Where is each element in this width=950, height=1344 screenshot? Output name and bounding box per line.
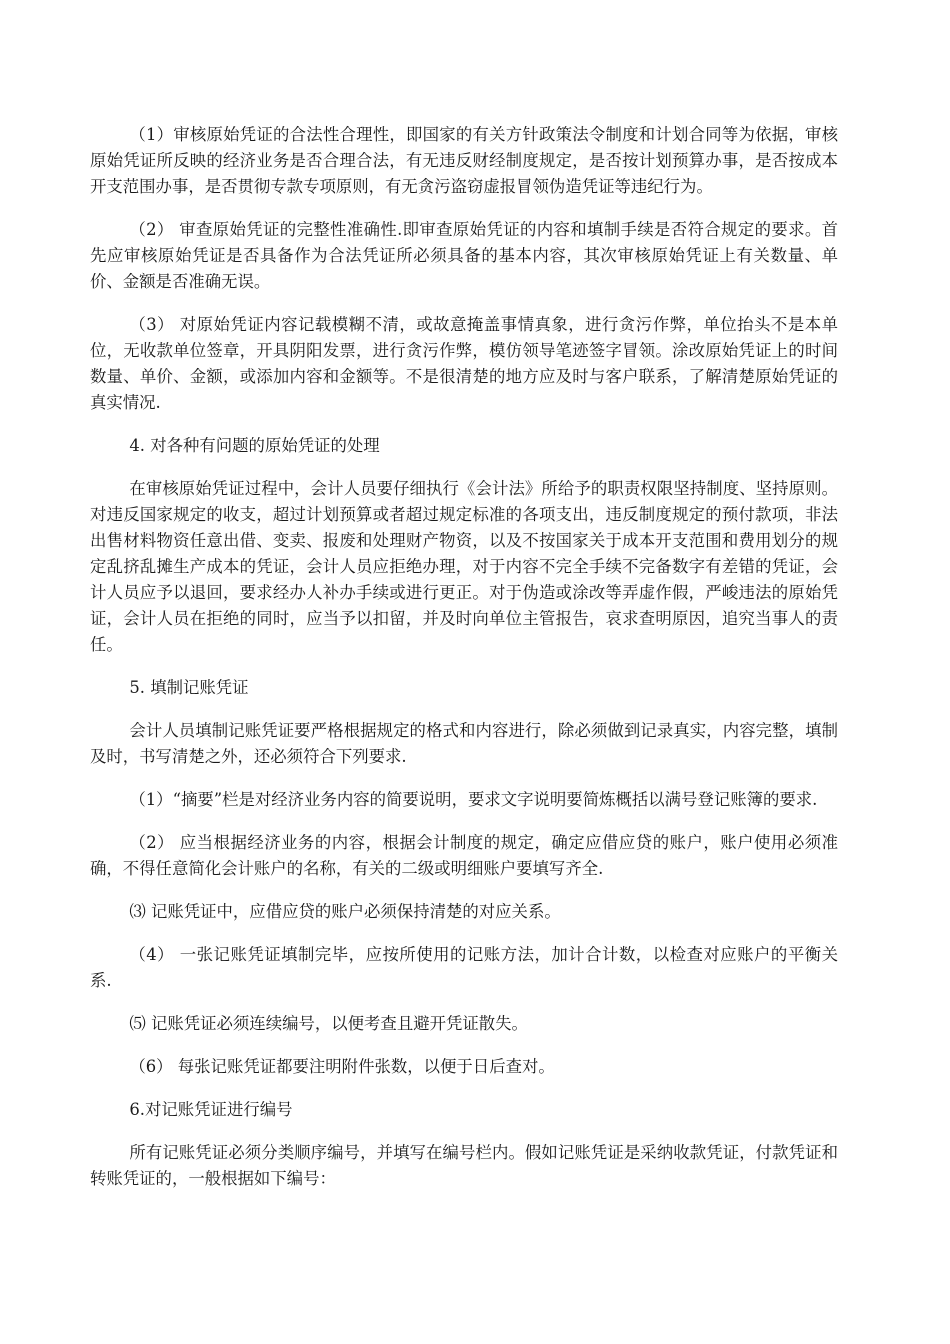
paragraph-review-completeness: （2） 审查原始凭证的完整性准确性.即审查原始凭证的内容和填制手续是否符合规定的要求。首先应审核原始凭证是否具备作为合法凭证所必须具备的基本内容，其次审核原始凭证上有关数量、单价、金额是否准确无误。	[90, 220, 838, 291]
paragraph-requirement-3: ⑶ 记账凭证中，应借应贷的账户必须保持清楚的对应关系。	[129, 902, 561, 921]
section-heading-6: 6.对记账凭证进行编号	[129, 1100, 293, 1119]
document-body	[90, 122, 838, 1209]
paragraph-requirement-2: （2） 应当根据经济业务的内容，根据会计制度的规定，确定应借应贷的账户，账户使用必须准确，不得任意简化会计账户的名称，有关的二级或明细账户要填写齐全.	[90, 833, 838, 878]
paragraph-review-legality: （1）审核原始凭证的合法性合理性，即国家的有关方针政策法令制度和计划合同等为依据，审核原始凭证所反映的经济业务是否合理合法，有无违反财经制度规定，是否按计划预算办事，是否按成本开支范围办事，是否贯彻专款专项原则，有无贪污盗窃虚报冒领伪造凭证等违纪行为。	[90, 125, 838, 196]
paragraph-requirement-4: （4） 一张记账凭证填制完毕，应按所使用的记账方法，加计合计数，以检查对应账户的平衡关系.	[90, 945, 838, 990]
paragraph-requirement-1: （1）“摘要”栏是对经济业务内容的简要说明，要求文字说明要简炼概括以满号登记账簿的要求.	[129, 790, 818, 809]
paragraph-requirement-6: （6） 每张记账凭证都要注明附件张数，以便于日后查对。	[129, 1057, 555, 1076]
paragraph-numbering: 所有记账凭证必须分类顺序编号，并填写在编号栏内。假如记账凭证是采纳收款凭证，付款凭证和转账凭证的，一般根据如下编号：	[90, 1143, 838, 1188]
paragraph-requirement-5: ⑸ 记账凭证必须连续编号，以便考查且避开凭证散失。	[129, 1014, 528, 1033]
paragraph-review-unclear-content: （3） 对原始凭证内容记载模糊不清，或故意掩盖事情真象，进行贪污作弊，单位抬头不是本单位，无收款单位签章，开具阴阳发票，进行贪污作弊，模仿领导笔迹签字冒领。涂改原始凭证上的时间数量、单价、金额，或添加内容和金额等。不是很清楚的地方应及时与客户联系，了解清楚原始凭证的真实情况.	[90, 315, 838, 412]
paragraph-fill-voucher-intro: 会计人员填制记账凭证要严格根据规定的格式和内容进行，除必须做到记录真实，内容完整，填制及时，书写清楚之外，还必须符合下列要求.	[90, 721, 838, 766]
section-heading-5: 5. 填制记账凭证	[129, 678, 249, 697]
paragraph-handling-problems: 在审核原始凭证过程中，会计人员要仔细执行《会计法》所给予的职责权限坚持制度、坚持原则。对违反国家规定的收支，超过计划预算或者超过规定标准的各项支出，违反制度规定的预付款项，非法出售材料物资任意出借、变卖、报废和处理财产物资，以及不按国家关于成本开支范围和费用划分的规定乱挤乱摊生产成本的凭证，会计人员应拒绝办理，对于内容不完全手续不完备数字有差错的凭证，会计人员应予以退回，要求经办人补办手续或进行更正。对于伪造或涂改等弄虚作假，严峻违法的原始凭证，会计人员在拒绝的同时，应当予以扣留，并及时向单位主管报告，哀求查明原因，追究当事人的责任。	[90, 479, 838, 654]
section-heading-4: 4. 对各种有问题的原始凭证的处理	[129, 436, 380, 455]
